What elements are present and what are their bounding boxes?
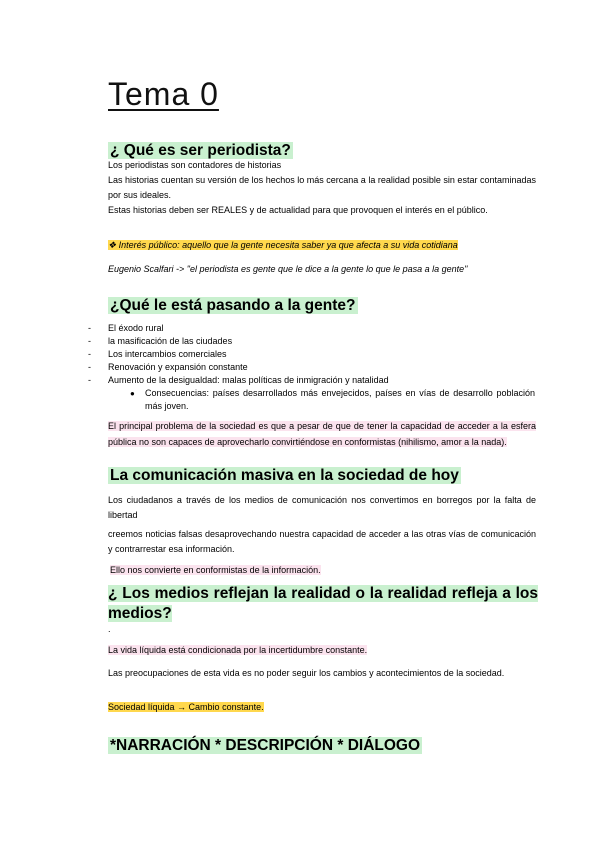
list-marker: - xyxy=(88,375,91,385)
section-heading-comunicacion: La comunicación masiva en la sociedad de hoy xyxy=(110,467,459,484)
list-item: - Aumento de la desigualdad: malas políticas de inmigración y natalidad xyxy=(88,375,389,385)
paragraph: Estas historias deben ser REALES y de actualidad para que provoquen el interés en el público. xyxy=(108,205,488,215)
list-item: - Renovación y expansión constante xyxy=(88,362,248,372)
yellow-note-sociedad-liquida: Sociedad líquida → Cambio constante. xyxy=(108,702,264,712)
highlight-interes-publico: ❖ Interés público: aquello que la gente necesita saber ya que afecta a su vida cotidiana xyxy=(108,240,458,250)
bullet-dot-icon: ● xyxy=(130,389,135,398)
list-marker: - xyxy=(88,336,91,346)
pink-note-conformistas: Ello nos convierte en conformistas de la información. xyxy=(110,565,321,575)
paragraph: Los periodistas son contadores de historias xyxy=(108,160,282,170)
section-heading-gente: ¿Qué le está pasando a la gente? xyxy=(110,297,356,314)
page-title: Tema 0 xyxy=(108,76,219,112)
section-heading-medios: ¿ Los medios reflejan la realidad o la realidad refleja a los medios? xyxy=(108,585,538,622)
stray-dot: . xyxy=(108,624,111,634)
paragraph: Los ciudadanos a través de los medios de comunicación nos convertimos en borregos por la falta de libertad xyxy=(108,495,536,520)
quote-scalfari: Eugenio Scalfari -> "el periodista es gente que le dice a la gente lo que le pasa a la gente" xyxy=(108,264,468,274)
list-item: - la masificación de las ciudades xyxy=(88,336,233,346)
list-marker: - xyxy=(88,323,91,333)
pink-note-vida-liquida: La vida líquida está condicionada por la incertidumbre constante. xyxy=(108,645,368,655)
section-heading-periodista: ¿ Qué es ser periodista? xyxy=(110,142,291,159)
section-heading-narracion: *NARRACIÓN * DESCRIPCIÓN * DIÁLOGO xyxy=(110,737,421,754)
paragraph: Las historias cuentan su versión de los hechos lo más cercana a la realidad posible sin estar contaminadas por sus ideales. xyxy=(108,175,536,200)
sub-bullet: ● Consecuencias: países desarrollados más envejecidos, países en vías de desarrollo población más joven. xyxy=(130,388,535,411)
dash-list xyxy=(88,322,538,387)
paragraph: Las preocupaciones de esta vida es no poder seguir los cambios y acontecimientos de la sociedad. xyxy=(108,668,505,678)
paragraph: creemos noticias falsas desaprovechando nuestra capacidad de acceder a las otras vías de comunicación y contrarrestar esa información. xyxy=(108,529,536,554)
list-marker: - xyxy=(88,362,91,372)
pink-note-problema: El principal problema de la sociedad es que a pesar de que de tener la capacidad de acceder a la esfera pública no son capaces de aprovecharlo convirtiéndose en conformistas (nihilismo, amor a la nada). xyxy=(108,421,536,447)
list-item: - El éxodo rural xyxy=(88,323,164,333)
list-marker: - xyxy=(88,349,91,359)
list-item: - Los intercambios comerciales xyxy=(88,349,227,359)
